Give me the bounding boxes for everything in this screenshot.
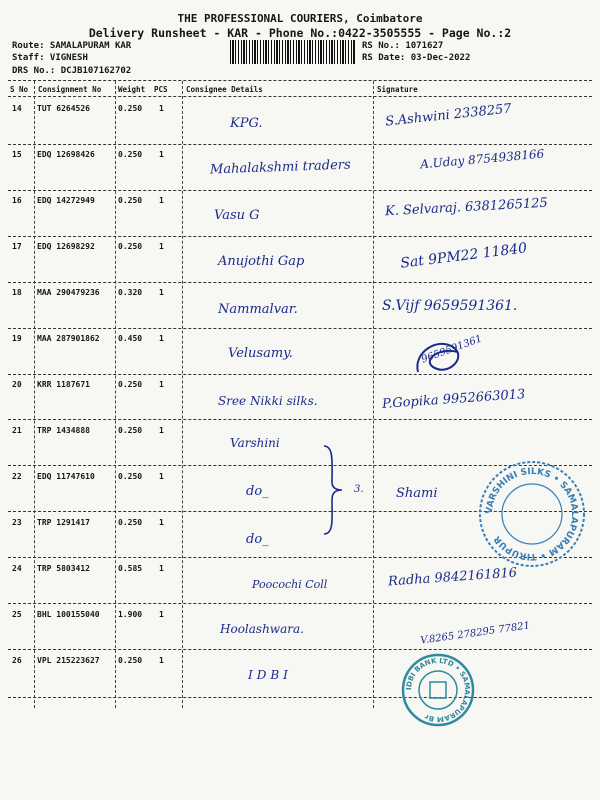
idbi-bank-stamp	[400, 648, 476, 730]
row-pcs: 1	[159, 104, 164, 113]
drs-number: DRS No.: DCJB107162702	[12, 66, 132, 76]
row-consignment-no: EDQ 11747610	[37, 472, 95, 481]
row-consignment-no: KRR 1187671	[37, 380, 90, 389]
row-weight: 0.450	[118, 334, 143, 343]
row-signature: Sat 9PM22 11840	[399, 240, 528, 272]
row-pcs: 1	[159, 380, 164, 389]
table-bottom-border	[8, 697, 592, 698]
rs-date: RS Date: 03-Dec-2022	[362, 53, 471, 63]
row-weight: 0.250	[118, 380, 143, 389]
curly-brace-icon	[318, 444, 348, 536]
row-sno: 23	[12, 518, 22, 527]
row-consignment-no: BHL 100155040	[37, 610, 100, 619]
signature-scribble-icon	[408, 332, 478, 382]
row-pcs: 1	[159, 564, 164, 573]
row-signature: K. Selvaraj. 6381265125	[384, 195, 549, 220]
row-consignee-handwriting: do_	[246, 532, 269, 547]
row-divider	[8, 419, 592, 420]
row-signature: Shami	[396, 486, 438, 501]
row-weight: 0.250	[118, 242, 143, 251]
row-pcs: 1	[159, 334, 164, 343]
row-consignee-handwriting: Varshini	[230, 436, 280, 450]
row-weight: 0.320	[118, 288, 143, 297]
row-pcs: 1	[159, 150, 164, 159]
row-consignment-no: TRP 1434888	[37, 426, 90, 435]
row-pcs: 1	[159, 242, 164, 251]
row-signature: V.8265 278295 77821	[419, 620, 531, 647]
row-consignee-handwriting: IDBI	[248, 668, 292, 682]
row-divider	[8, 282, 592, 283]
row-divider	[8, 190, 592, 191]
row-consignee-handwriting: KPG.	[230, 116, 263, 131]
brace-annotation: 3.	[354, 484, 364, 495]
row-sno: 20	[12, 380, 22, 389]
row-divider	[8, 649, 592, 650]
staff-label: Staff: VIGNESH	[12, 53, 88, 63]
document-title: THE PROFESSIONAL COURIERS, Coimbatore	[177, 12, 423, 25]
row-consignee-handwriting: Nammalvar.	[218, 302, 298, 317]
row-consignee-handwriting: Hoolashwara.	[220, 622, 304, 636]
row-signature: 9659591361	[420, 333, 484, 366]
row-sno: 22	[12, 472, 22, 481]
row-weight: 0.250	[118, 150, 143, 159]
column-header-weight: Weight	[118, 85, 146, 94]
row-consignment-no: EDQ 12698426	[37, 150, 95, 159]
barcode-icon	[230, 40, 355, 64]
svg-text:VARSHINI SILKS • SAMALAPURAM •: VARSHINI SILKS • SAMALAPURAM • TIRUPUR	[484, 466, 580, 562]
row-consignment-no: VPL 215223627	[37, 656, 100, 665]
row-pcs: 1	[159, 656, 164, 665]
column-header-consignee: Consignee Details	[186, 85, 263, 94]
row-consignment-no: MAA 287901862	[37, 334, 100, 343]
column-divider	[373, 81, 374, 708]
row-pcs: 1	[159, 426, 164, 435]
row-pcs: 1	[159, 288, 164, 297]
varshini-silks-stamp	[476, 458, 588, 570]
table-header-border	[8, 96, 592, 97]
row-signature: A.Uday 8754938166	[419, 146, 545, 172]
row-sno: 25	[12, 610, 22, 619]
column-header-signature: Signature	[377, 85, 418, 94]
row-consignment-no: EDQ 12698292	[37, 242, 95, 251]
row-consignee-handwriting: do_	[246, 484, 269, 499]
row-weight: 0.250	[118, 472, 143, 481]
row-divider	[8, 603, 592, 604]
row-pcs: 1	[159, 518, 164, 527]
row-signature: Radha 9842161816	[387, 565, 518, 590]
rs-number: RS No.: 1071627	[362, 41, 444, 51]
row-consignment-no: TRP 1291417	[37, 518, 90, 527]
row-sno: 21	[12, 426, 22, 435]
row-consignee-handwriting: Vasu G	[214, 208, 260, 223]
row-weight: 0.250	[118, 196, 143, 205]
column-divider	[115, 81, 116, 708]
row-weight: 0.250	[118, 104, 143, 113]
row-sno: 14	[12, 104, 22, 113]
route-label: Route: SAMALAPURAM KAR	[12, 41, 132, 51]
row-sno: 26	[12, 656, 22, 665]
column-divider	[34, 81, 35, 708]
row-consignment-no: TRP 5803412	[37, 564, 90, 573]
svg-text:IDBI BANK LTD • SAMALAPURAM Br: IDBI BANK LTD • SAMALAPURAM Br	[404, 656, 472, 724]
row-signature: S.Ashwini 2338257	[384, 101, 513, 130]
document-subtitle: Delivery Runsheet - KAR - Phone No.:0422-3505555 - Page No.:2	[88, 26, 512, 40]
column-header-pcs: PCS	[154, 85, 168, 94]
column-header-consignment: Consignment No	[38, 85, 102, 94]
column-header-sno: S No	[10, 85, 29, 94]
row-pcs: 1	[159, 472, 164, 481]
row-sno: 19	[12, 334, 22, 343]
row-divider	[8, 328, 592, 329]
row-divider	[8, 144, 592, 145]
row-consignment-no: TUT 6264526	[37, 104, 90, 113]
row-consignment-no: MAA 290479236	[37, 288, 100, 297]
row-sno: 17	[12, 242, 22, 251]
row-signature: P.Gopika 9952663013	[381, 387, 526, 412]
row-weight: 0.250	[118, 656, 143, 665]
row-weight: 1.900	[118, 610, 143, 619]
row-consignee-handwriting: Anujothi Gap	[218, 254, 305, 269]
row-consignee-handwriting: Poocochi Coll	[252, 578, 328, 591]
row-consignee-handwriting: Mahalakshmi traders	[209, 157, 351, 178]
row-divider	[8, 236, 592, 237]
row-divider	[8, 374, 592, 375]
table-top-border	[8, 80, 592, 81]
row-weight: 0.250	[118, 518, 143, 527]
row-signature: S.Vijf 9659591361.	[382, 298, 518, 314]
column-divider	[182, 81, 183, 708]
row-weight: 0.250	[118, 426, 143, 435]
row-sno: 15	[12, 150, 22, 159]
row-consignee-handwriting: Velusamy.	[228, 346, 293, 361]
row-weight: 0.585	[118, 564, 143, 573]
row-consignee-handwriting: Sree Nikki silks.	[218, 394, 318, 408]
row-sno: 18	[12, 288, 22, 297]
row-pcs: 1	[159, 196, 164, 205]
row-sno: 16	[12, 196, 22, 205]
row-consignment-no: EDQ 14272949	[37, 196, 95, 205]
row-sno: 24	[12, 564, 22, 573]
row-pcs: 1	[159, 610, 164, 619]
